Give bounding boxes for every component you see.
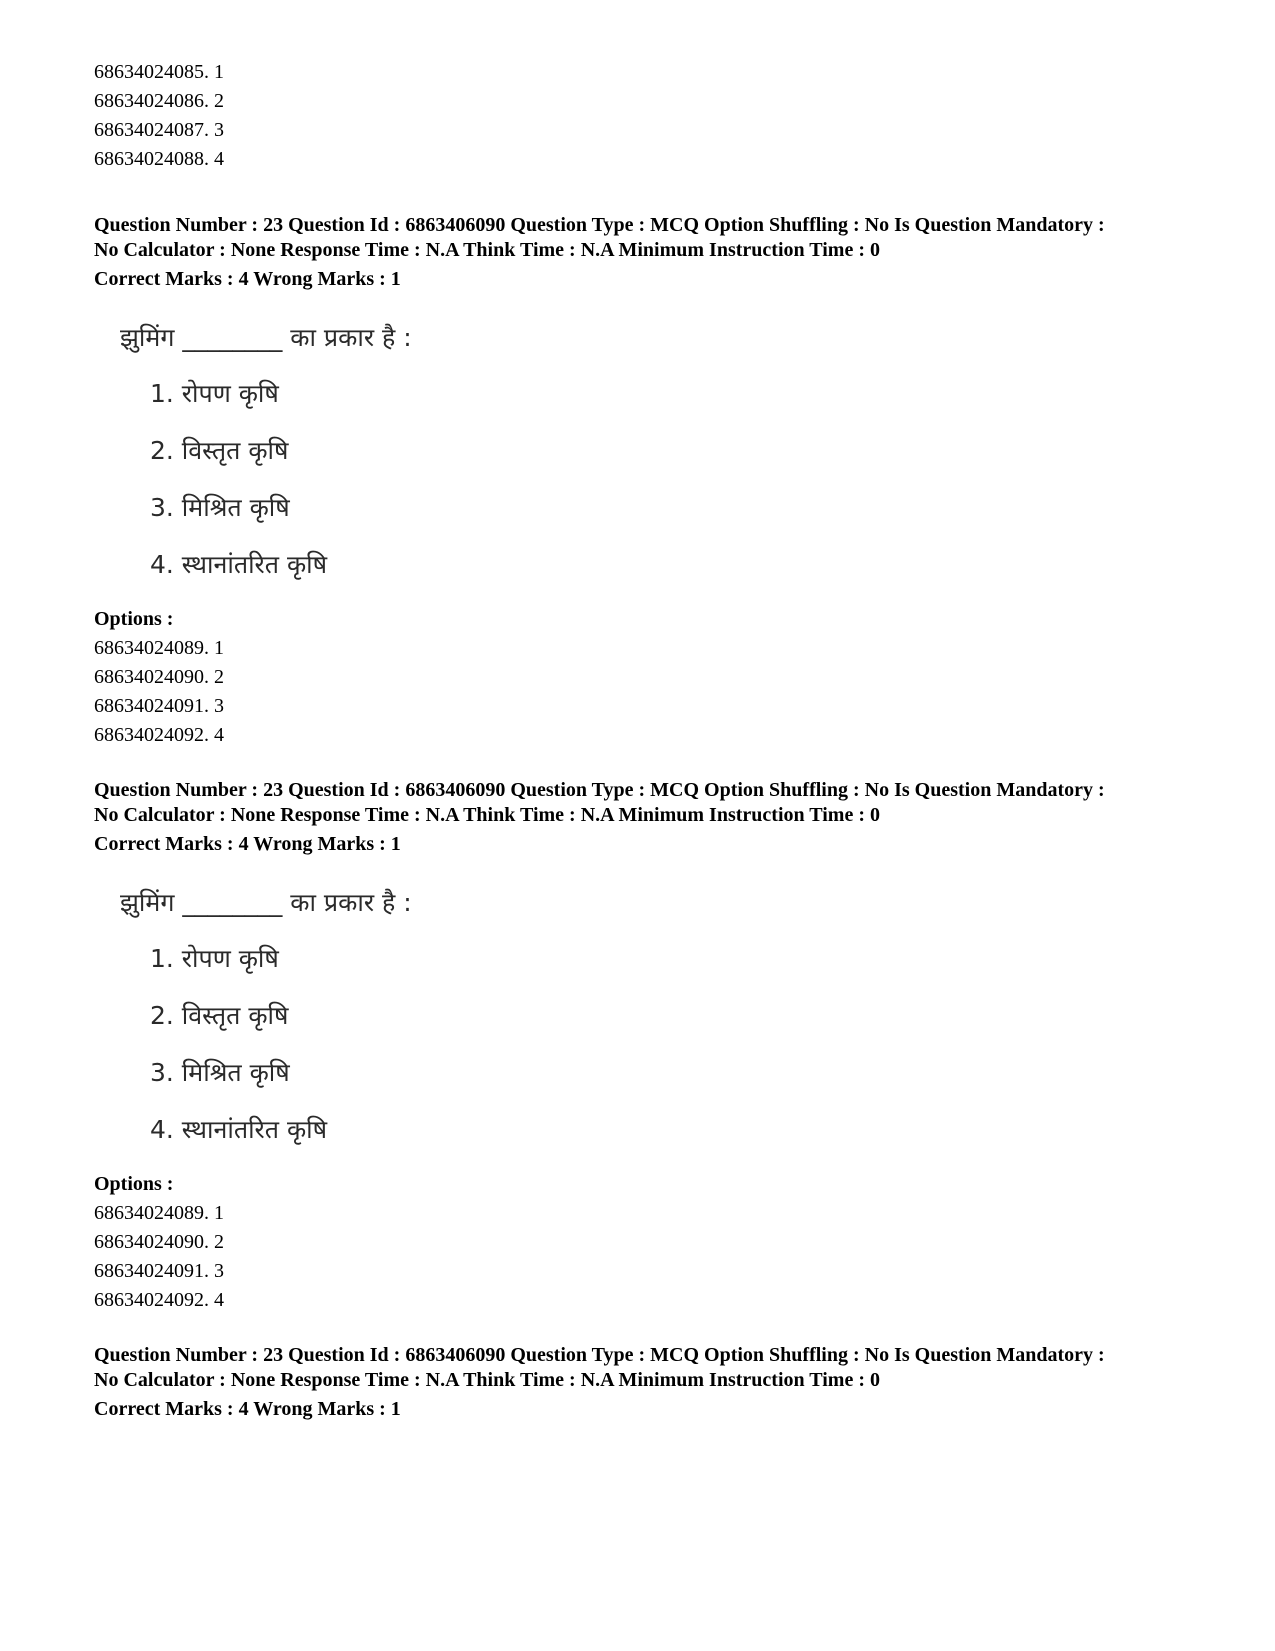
question-choice: 3. मिश्रित कृषि — [150, 1058, 290, 1087]
option-line: 68634024088. 4 — [94, 148, 224, 170]
option-line: 68634024091. 3 — [94, 1260, 224, 1282]
options-label: Options : — [94, 608, 174, 630]
question-choice: 1. रोपण कृषि — [150, 379, 279, 408]
question-header-2 — [94, 778, 1204, 857]
question-choice: 4. स्थानांतरित कृषि — [150, 1115, 328, 1144]
question-meta-line-1: Question Number : 23 Question Id : 6863406090 Question Type : MCQ Option Shuffling : No Is Question Mandatory : — [94, 1344, 1105, 1366]
top-options-list — [94, 58, 1204, 174]
question-choice: 2. विस्तृत कृषि — [150, 436, 289, 465]
question-meta-line-2: No Calculator : None Response Time : N.A Think Time : N.A Minimum Instruction Time : 0 — [94, 239, 880, 261]
question-choice: 1. रोपण कृषि — [150, 944, 279, 973]
question-stem: झुमिंग ________ का प्रकार है : — [120, 888, 412, 917]
question-stem: झुमिंग ________ का प्रकार है : — [120, 323, 412, 352]
option-line: 68634024090. 2 — [94, 1231, 224, 1253]
option-line: 68634024086. 2 — [94, 90, 224, 112]
question-image-1 — [94, 320, 514, 605]
question-choice: 2. विस्तृत कृषि — [150, 1001, 289, 1030]
options-label: Options : — [94, 1173, 174, 1195]
question-choice: 3. मिश्रित कृषि — [150, 493, 290, 522]
option-line: 68634024085. 1 — [94, 61, 224, 83]
question-meta-line-2: No Calculator : None Response Time : N.A Think Time : N.A Minimum Instruction Time : 0 — [94, 804, 880, 826]
option-line: 68634024089. 1 — [94, 637, 224, 659]
question-marks: Correct Marks : 4 Wrong Marks : 1 — [94, 1398, 401, 1420]
option-line: 68634024091. 3 — [94, 695, 224, 717]
option-line: 68634024090. 2 — [94, 666, 224, 688]
question-marks: Correct Marks : 4 Wrong Marks : 1 — [94, 833, 401, 855]
option-line: 68634024089. 1 — [94, 1202, 224, 1224]
option-line: 68634024087. 3 — [94, 119, 224, 141]
question-meta-line-1: Question Number : 23 Question Id : 6863406090 Question Type : MCQ Option Shuffling : No Is Question Mandatory : — [94, 779, 1105, 801]
option-line: 68634024092. 4 — [94, 1289, 224, 1311]
question-meta-line-2: No Calculator : None Response Time : N.A Think Time : N.A Minimum Instruction Time : 0 — [94, 1369, 880, 1391]
question-meta-line-1: Question Number : 23 Question Id : 6863406090 Question Type : MCQ Option Shuffling : No Is Question Mandatory : — [94, 214, 1105, 236]
question-marks: Correct Marks : 4 Wrong Marks : 1 — [94, 268, 401, 290]
option-line: 68634024092. 4 — [94, 724, 224, 746]
question-choice: 4. स्थानांतरित कृषि — [150, 550, 328, 579]
options-section-1 — [94, 605, 1204, 750]
question-header-3 — [94, 1343, 1204, 1422]
question-image-2 — [94, 885, 514, 1170]
options-section-2 — [94, 1170, 1204, 1315]
question-header-1 — [94, 213, 1204, 292]
